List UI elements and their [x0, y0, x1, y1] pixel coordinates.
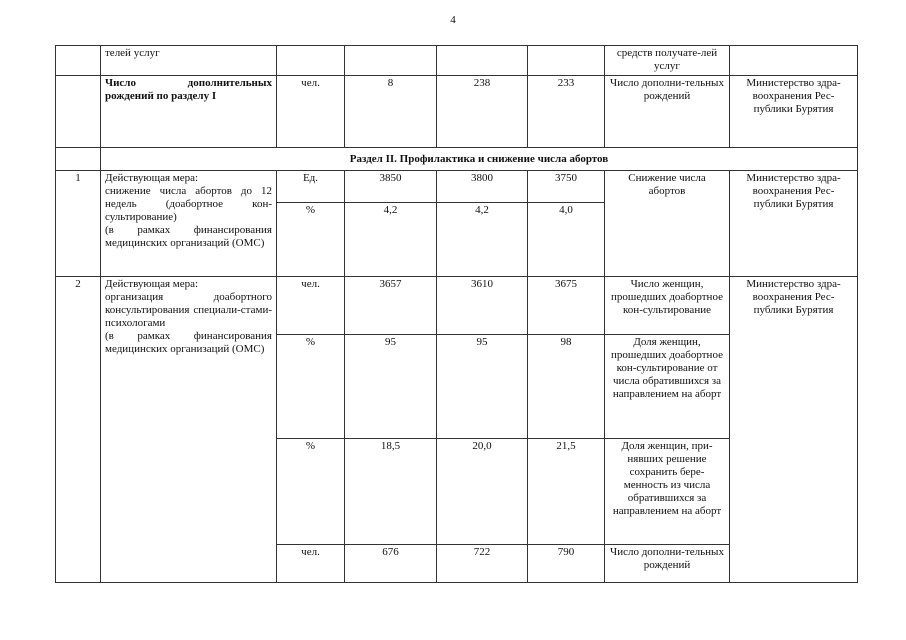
- cell-value: 676: [345, 545, 437, 583]
- cell-value: 95: [437, 335, 528, 439]
- table-row: [56, 171, 858, 203]
- cell-indicator: Число женщин, прошедших доабортное кон-сультирование: [605, 277, 730, 335]
- cell-unit: %: [277, 203, 345, 277]
- table-row: [56, 76, 858, 148]
- cell-value: 18,5: [345, 439, 437, 545]
- cell-value: 20,0: [437, 439, 528, 545]
- cell-value: 4,2: [437, 203, 528, 277]
- cell-name: Действующая мера: снижение числа абортов до 12 недель (доабортное кон-сультирование) (в рамках финансирования медицинских организаций (ОМС): [101, 171, 277, 277]
- cell-indicator: Доля женщин, при-нявших решение сохранить бере-менность из числа обратившихся за направлением на аборт: [605, 439, 730, 545]
- cell-value: 3657: [345, 277, 437, 335]
- measures-table: [55, 45, 858, 583]
- cell-unit: чел.: [277, 545, 345, 583]
- cell-unit: чел.: [277, 277, 345, 335]
- cell-indicator: Снижение числа абортов: [605, 171, 730, 277]
- cell-value: 4,2: [345, 203, 437, 277]
- cell-unit: %: [277, 335, 345, 439]
- cell-value: 21,5: [528, 439, 605, 545]
- cell-name: Действующая мера: организация доабортного консультирования специали-стами- психологами (в рамках финансирования медицинских организаций (ОМС): [101, 277, 277, 583]
- cell-value: 790: [528, 545, 605, 583]
- cell-value: 3750: [528, 171, 605, 203]
- cell-num: 1: [56, 171, 101, 277]
- section-title: Раздел II. Профилактика и снижение числа абортов: [101, 148, 858, 171]
- cell-value: 98: [528, 335, 605, 439]
- cell-value: 238: [437, 76, 528, 148]
- cell-indicator: Доля женщин, прошедших доабортное кон-сультирование от числа обратившихся за направлением на аборт: [605, 335, 730, 439]
- cell-indicator: Число дополни-тельных рождений: [605, 76, 730, 148]
- cell-num: 2: [56, 277, 101, 583]
- cell-responsible: Министерство здра-воохранения Рес-публики Бурятия: [730, 277, 858, 583]
- cell-value: 3850: [345, 171, 437, 203]
- cell-unit: %: [277, 439, 345, 545]
- section-row: [56, 148, 858, 171]
- cell-value: 233: [528, 76, 605, 148]
- cell-value: 3610: [437, 277, 528, 335]
- cell-value: 722: [437, 545, 528, 583]
- cell-name: телей услуг: [101, 46, 277, 76]
- cell-unit: Ед.: [277, 171, 345, 203]
- table-row: [56, 277, 858, 335]
- cell-value: 3675: [528, 277, 605, 335]
- cell-value: 4,0: [528, 203, 605, 277]
- cell-value: 3800: [437, 171, 528, 203]
- table-row: [56, 46, 858, 76]
- cell-responsible: Министерство здра-воохранения Рес-публики Бурятия: [730, 171, 858, 277]
- cell-unit: чел.: [277, 76, 345, 148]
- cell-indicator: Число дополни-тельных рождений: [605, 545, 730, 583]
- page-number: 4: [450, 14, 456, 26]
- cell-value: 95: [345, 335, 437, 439]
- cell-name: Число дополнительных рождений по разделу I: [101, 76, 277, 148]
- cell-num: [56, 46, 101, 76]
- cell-responsible: Министерство здра-воохранения Рес-публики Бурятия: [730, 76, 858, 148]
- cell-indicator: средств получате-лей услуг: [605, 46, 730, 76]
- cell-value: 8: [345, 76, 437, 148]
